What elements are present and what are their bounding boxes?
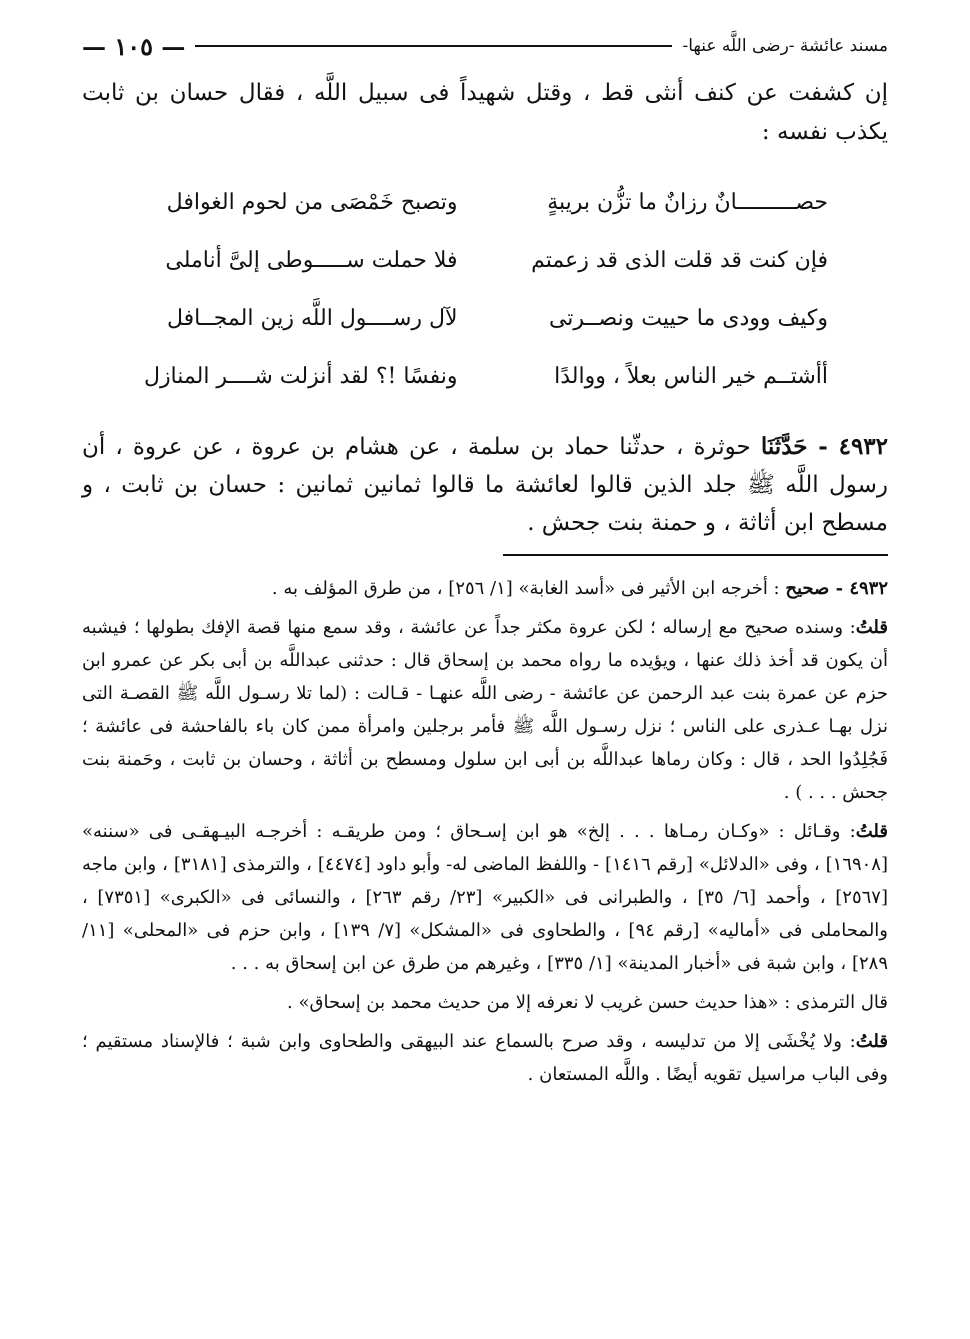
grade-label: صحيح <box>785 578 830 599</box>
page-number: — ١٠٥ — <box>82 31 186 61</box>
hadith-number: ٤٩٣٢ <box>838 433 889 460</box>
verse-second-hemistich: ونفسًا !؟ لقد أنزلت شــــر المنازل <box>143 364 458 389</box>
note-text: : ولا يُخْشَى إلا من تدليسه ، وقد صرح بالسماع عند البيهقى والطحاوى وابن شبة ؛ فالإسناد مستقيم ؛ وفى الباب مراسيل تقويه أيضًا . واللَّه المستعان . <box>82 1031 888 1085</box>
running-header <box>82 28 888 64</box>
grade-line: ٤٩٣٢ - صحيح : أخرجه ابن الأثير فى «أسد الغابة» [١/ ٢٥٦] ، من طرق المؤلف به . <box>271 578 888 599</box>
verse-second-hemistich: لآل رســــول اللَّه زين المجــافل <box>166 306 458 331</box>
verse-second-hemistich: فلا حملت ســـــوطى إلىَّ أناملى <box>165 248 458 273</box>
verse-second-hemistich: وتصبح خَمْصَى من لحوم الغوافل <box>166 190 458 215</box>
verse-first-hemistich: أأشتــم خير الناس بعلاً ، ووالدًا <box>554 364 828 389</box>
qultu-label: قلتُ <box>855 821 888 842</box>
poem-verse <box>142 232 828 290</box>
note-paragraph <box>82 611 888 809</box>
poem-verse <box>142 174 828 232</box>
poem <box>142 174 828 406</box>
note-paragraph <box>82 1025 888 1091</box>
verse-first-hemistich: حصـــــــــانٌ رزانٌ ما تزُّن بريبةٍ <box>547 190 828 215</box>
grade-text: : أخرجه ابن الأثير فى «أسد الغابة» [١/ ٢٥٦] ، من طرق المؤلف به . <box>271 578 780 599</box>
intro-paragraph: إن كشفت عن كنف أنثى قط ، وقتل شهيداً فى سبيل اللَّه ، فقال حسان بن ثابت يكذب نفسه : <box>82 80 888 145</box>
note-paragraph <box>82 815 888 980</box>
hadith-paragraph: ٤٩٣٢ - حَدَّثَنَا حوثرة ، حدثّنا حماد بن سلمة ، عن هشام بن عروة ، عن عروة ، أن رسول اللَّه ﷺ جلد الذين قالوا لعائشة ما قالوا ثمانين ثمانين : حسان بن ثابت ، و مسطح ابن أثاثة ، و حمنة بنت جحش . <box>82 433 889 536</box>
footnotes <box>82 572 888 1091</box>
poem-verse <box>142 348 828 406</box>
running-title: مسند عائشة -رضى اللَّه عنها- <box>682 36 888 56</box>
footnote-divider <box>503 554 888 556</box>
verse-first-hemistich: فإن كنت قد قلت الذى قد زعمتم <box>531 248 828 273</box>
hadith-opening: حَدَّثَنَا <box>760 433 808 460</box>
qultu-label: قلتُ <box>855 617 888 638</box>
tirmidhi-line: قال الترمذى : «هذا حديث حسن غريب لا نعرفه إلا من حديث محمد بن إسحاق» . <box>287 992 888 1013</box>
verse-first-hemistich: وكيف وودى ما حييت ونصــرتى <box>548 306 828 331</box>
poem-verse <box>142 290 828 348</box>
header-rule <box>195 45 672 47</box>
hadith-text: حوثرة ، حدثّنا حماد بن سلمة ، عن هشام بن عروة ، عن عروة ، أن رسول اللَّه ﷺ جلد الذين قالوا لعائشة ما قالوا ثمانين ثمانين : حسان بن ثابت ، و مسطح ابن أثاثة ، و حمنة بنت جحش . <box>82 434 888 536</box>
grade-number: ٤٩٣٢ <box>849 578 888 599</box>
qultu-label: قلتُ <box>855 1031 888 1052</box>
note-text: : وقـائل : «وكـان رمـاها . . . إلخ» هو ابن إسـحاق ؛ ومن طريقـه : أخرجـه البيـهقـى فى «سننه» [١٦٩٠٨] ، وفى «الدلائل» [رقم ١٤١٦] - واللفظ الماضى له- وأبو داود [٤٤٧٤] ، والترمذى [٣١٨١] ، وابن ماجه [٢٥٦٧] ، وأحمد [٦/ ٣٥] ، والطبرانى فى «الكبير» [٢٣/ رقم ٢٦٣] ، والنسائى فى «الكبرى» [٧٣٥١] ، والمحاملى فى «أماليه» [رقم ٩٤] ، والطحاوى فى «المشكل» [٧/ ١٣٩] ، وابن حزم فى «المحلى» [١١/ ٢٨٩] ، وابن شبة فى «أخبار المدينة» [١/ ٣٣٥] ، وغيرهم من طرق عن ابن إسحاق به . . . <box>82 821 888 974</box>
note-text: : وسنده صحيح مع إرساله ؛ لكن عروة مكثر جداً عن عائشة ، وقد سمع منها قصة الإفك بطولها ؛ فيشبه أن يكون قد أخذ ذلك عنها ، ويؤيده ما رواه محمد بن إسحاق قال : حدثنى عبداللَّه بن أبى بكر عن عمرو ابن حزم عن عمرة بنت عبد الرحمن عن عائشة - رضى اللَّه عنهـا - قـالت : (لما تلا رسـول اللَّه ﷺ القصـة التى نزل بهـا عـذرى على الناس ؛ نزل رسـول اللَّه ﷺ فأمر برجلين وامرأة ممن كان باء بالفاحشة فى عائشة ؛ فَجُلِدُوا الحد ، قال : وكان رماها عبداللَّه بن أبى ابن سلول ومسطح بن أثاثة ، وحسان بن ثابت ، وحَمنة بنت جحش . . . ) . <box>82 617 888 803</box>
